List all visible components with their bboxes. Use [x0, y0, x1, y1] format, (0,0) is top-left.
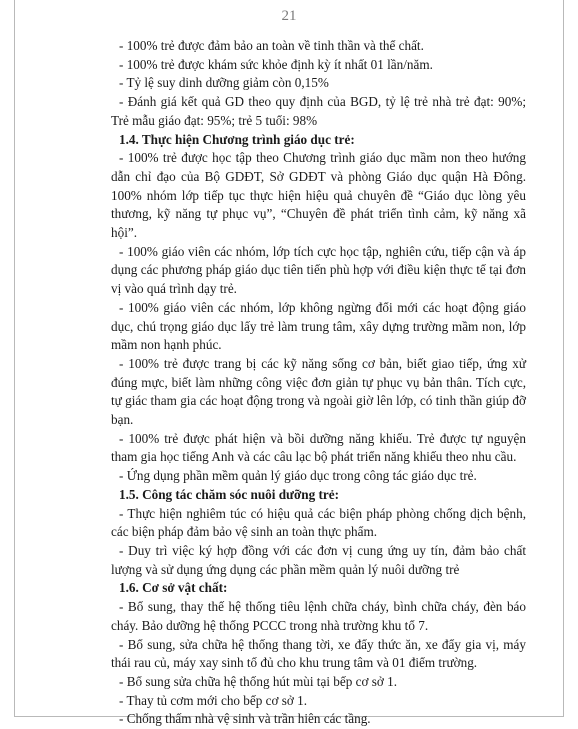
paragraph: - Ứng dụng phần mềm quản lý giáo dục trong công tác giáo dục trẻ.	[119, 468, 477, 484]
paragraph: - 100% trẻ được đảm bảo an toàn về tinh thần và thể chất.	[119, 38, 424, 53]
paragraph: - Chống thấm nhà vệ sinh và trần hiên các tầng.	[119, 711, 371, 727]
section-heading: 1.4. Thực hiện Chương trình giáo dục trẻ:	[119, 131, 355, 147]
paragraph: - Duy trì việc ký hợp đồng với các đơn vị cung ứng uy tín, đảm bảo chất lượng và sử dụng ứng dụng các phần mềm quản lý nuôi dưỡng trẻ	[111, 542, 526, 577]
paragraph: - 100% giáo viên các nhóm, lớp tích cực học tập, nghiên cứu, tiếp cận và áp dụng các phương pháp giáo dục tiên tiến phù hợp với điều kiện thực tế tại đơn vị vào quá trình dạy trẻ.	[111, 243, 526, 297]
paragraph: - Tỷ lệ suy dinh dưỡng giảm còn 0,15%	[119, 75, 329, 91]
paragraph: - Bổ sung, thay thế hệ thống tiêu lệnh chữa cháy, bình chữa cháy, đèn báo cháy. Bảo dưỡng hệ thống PCCC trong nhà trường khu tổ 7.	[111, 599, 526, 633]
paragraph: - Bổ sung, sửa chữa hệ thống thang tời, xe đẩy thức ăn, xe đẩy gia vị, máy thái rau củ, máy xay sinh tố đủ cho khu trung tâm và 01 điểm trường.	[111, 636, 526, 671]
paragraph: - 100% trẻ được học tập theo Chương trình giáo dục mầm non theo hướng dẫn chỉ đạo của Bộ GDĐT, Sở GDĐT và phòng Giáo dục quận Hà Đông. 100% nhóm lớp tiếp tục thực hiện hiệu quả chuyên đề “Giáo dục lòng yêu thương, kỹ năng tự phục vụ”, “Chuyên đề phát triển tình cảm, kỹ năng xã hội”.	[111, 150, 526, 241]
paragraph: - 100% trẻ được trang bị các kỹ năng sống cơ bản, biết giao tiếp, ứng xử đúng mực, biết làm những công việc đơn giản tự phục vụ bản thân. Tích cực, tự giác tham gia các hoạt động trong và ngoài giờ lên lớp, có tinh thần giúp đỡ bạn.	[111, 355, 526, 428]
paragraph: - Thay tủ cơm mới cho bếp cơ sở 1.	[119, 692, 308, 708]
paragraph: - Bổ sung sửa chữa hệ thống hút mùi tại bếp cơ sở 1.	[119, 673, 398, 689]
document-body	[111, 37, 526, 729]
page-number: 21	[281, 8, 297, 24]
paragraph: - 100% trẻ được phát hiện và bồi dưỡng năng khiếu. Trẻ được tự nguyện tham gia học tiếng Anh và các câu lạc bộ phát triển năng khiếu theo nhu cầu.	[111, 430, 526, 465]
section-heading: 1.6. Cơ sở vật chất:	[119, 580, 228, 596]
paragraph: - Đánh giá kết quả GD theo quy định của BGD, tỷ lệ trẻ nhà trẻ đạt: 90%; Trẻ mẫu giáo đạt: 95%; trẻ 5 tuổi: 98%	[111, 94, 526, 128]
section-heading: 1.5. Công tác chăm sóc nuôi dưỡng trẻ:	[119, 486, 339, 502]
paragraph: - 100% giáo viên các nhóm, lớp không ngừng đổi mới các hoạt động giáo dục, chú trọng giáo dục lấy trẻ làm trung tâm, xây dựng trường mầm non, lớp mầm non hạnh phúc.	[111, 299, 526, 353]
paragraph: - 100% trẻ được khám sức khỏe định kỳ ít nhất 01 lần/năm.	[119, 56, 433, 72]
paragraph: - Thực hiện nghiêm túc có hiệu quả các biện pháp phòng chống dịch bệnh, các biện pháp đảm bảo vệ sinh an toàn thực phẩm.	[111, 505, 526, 540]
